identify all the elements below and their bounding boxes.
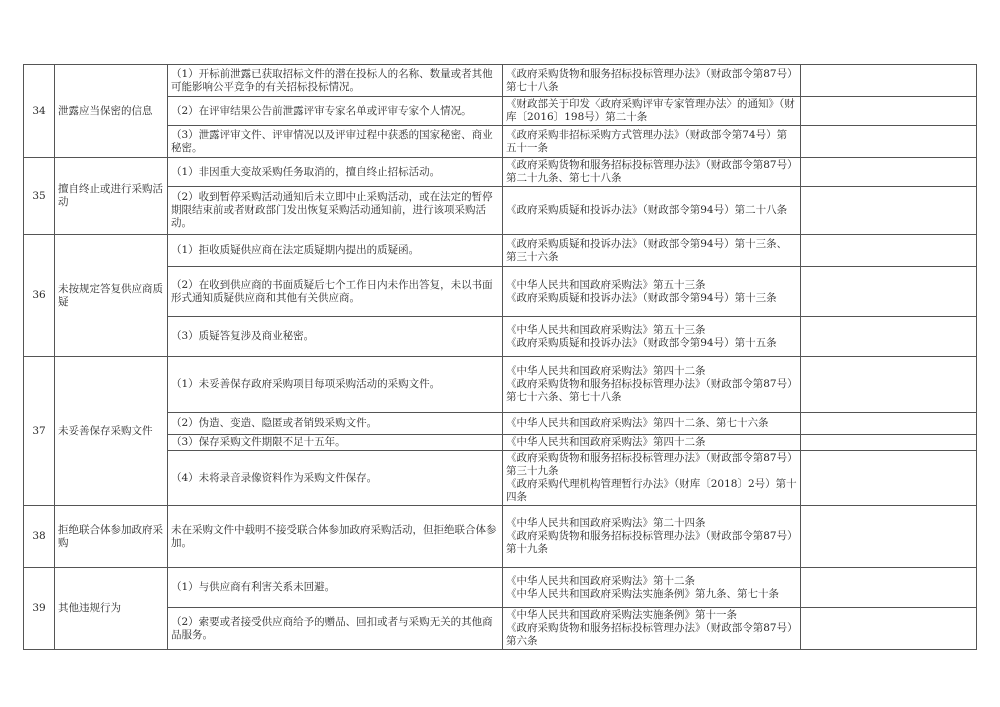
legal-basis-line: 《中华人民共和国政府采购法实施条例》第九条、第七十条 — [506, 587, 779, 600]
legal-basis-line: 《政府采购货物和服务招标投标管理办法》（财政部令第87号）第七十八条 — [506, 67, 793, 93]
remarks-cell — [801, 65, 977, 97]
remarks-cell — [801, 267, 977, 317]
legal-basis — [503, 413, 801, 435]
remarks-cell — [801, 413, 977, 435]
violation-item: 擅自终止或进行采购活动 — [55, 158, 168, 235]
legal-basis — [503, 65, 801, 97]
legal-basis — [503, 357, 801, 413]
row-number: 34 — [24, 65, 55, 158]
legal-basis-line: 《政府采购货物和服务招标投标管理办法》（财政部令第87号）第六条 — [506, 622, 793, 647]
legal-basis-line: 《政府采购质疑和投诉办法》（财政部令第94号）第二十八条 — [506, 204, 788, 216]
table-row — [24, 506, 977, 568]
remarks-cell — [801, 357, 977, 413]
table-body — [24, 65, 977, 650]
row-number: 36 — [24, 235, 55, 357]
table-row — [24, 357, 977, 413]
violation-item: 拒绝联合体参加政府采购 — [55, 506, 168, 568]
legal-basis-line: 《财政部关于印发〈政府采购评审专家管理办法〉的通知》（财库〔2016〕198号）第二十条 — [506, 98, 795, 123]
legal-basis-line: 《中华人民共和国政府采购法》第四十二条、第七十六条 — [506, 417, 769, 429]
row-number: 35 — [24, 158, 55, 235]
violation-condition: （2）在评审结果公告前泄露评审专家名单或评审专家个人情况。 — [168, 97, 503, 126]
legal-basis — [503, 97, 801, 126]
legal-basis-line: 《中华人民共和国政府采购法》第四十二条 — [506, 436, 706, 448]
legal-basis-line: 《中华人民共和国政府采购法》第五十三条 — [506, 323, 706, 336]
remarks-cell — [801, 97, 977, 126]
violation-condition: （2）收到暂停采购活动通知后未立即中止采购活动，或在法定的暂停期限结束前或者财政部门发出恢复采购活动通知前，进行该项采购活动。 — [168, 187, 503, 235]
violation-condition: （3）保存采购文件期限不足十五年。 — [168, 435, 503, 451]
remarks-cell — [801, 126, 977, 158]
remarks-cell — [801, 608, 977, 650]
legal-basis — [503, 158, 801, 187]
table-row — [24, 568, 977, 608]
violation-condition: （4）未将录音录像资料作为采购文件保存。 — [168, 451, 503, 506]
remarks-cell — [801, 158, 977, 187]
legal-basis-line: 《中华人民共和国政府采购法》第五十三条 — [506, 278, 706, 291]
remarks-cell — [801, 568, 977, 608]
legal-basis-line: 《中华人民共和国政府采购法》第十二条 — [506, 574, 695, 587]
violation-item: 未妥善保存采购文件 — [55, 357, 168, 506]
legal-basis — [503, 451, 801, 506]
legal-basis-line: 《政府采购货物和服务招标投标管理办法》（财政部令第87号）第二十九条、第七十八条 — [506, 159, 793, 184]
legal-basis — [503, 506, 801, 568]
violation-item: 泄露应当保密的信息 — [55, 65, 168, 158]
remarks-cell — [801, 187, 977, 235]
row-number: 38 — [24, 506, 55, 568]
violation-item: 其他违规行为 — [55, 568, 168, 650]
violation-condition: （2）在收到供应商的书面质疑后七个工作日内未作出答复，未以书面形式通知质疑供应商和其他有关供应商。 — [168, 267, 503, 317]
legal-basis — [503, 267, 801, 317]
violation-condition: （1）与供应商有利害关系未回避。 — [168, 568, 503, 608]
legal-basis-line: 《政府采购货物和服务招标投标管理办法》（财政部令第87号）第七十六条、第七十八条 — [506, 378, 793, 403]
legal-basis — [503, 568, 801, 608]
row-number: 39 — [24, 568, 55, 650]
violation-condition: 未在采购文件中载明不接受联合体参加政府采购活动，但拒绝联合体参加。 — [168, 506, 503, 568]
legal-basis-line: 《中华人民共和国政府采购法》第二十四条 — [506, 517, 706, 529]
remarks-cell — [801, 435, 977, 451]
legal-basis — [503, 187, 801, 235]
legal-basis-line: 《政府采购货物和服务招标投标管理办法》（财政部令第87号）第十九条 — [506, 530, 793, 555]
remarks-cell — [801, 235, 977, 267]
legal-basis — [503, 435, 801, 451]
remarks-cell — [801, 506, 977, 568]
table-row — [24, 235, 977, 267]
legal-basis-line: 《政府采购货物和服务招标投标管理办法》（财政部令第87号）第三十九条 — [506, 452, 793, 477]
legal-basis-line: 《政府采购质疑和投诉办法》（财政部令第94号）第十五条 — [506, 336, 777, 349]
violation-condition: （2）索要或者接受供应商给予的赠品、回扣或者与采购无关的其他商品服务。 — [168, 608, 503, 650]
legal-basis-line: 《政府采购质疑和投诉办法》（财政部令第94号）第十三条 — [506, 291, 777, 304]
legal-basis — [503, 235, 801, 267]
violation-item: 未按规定答复供应商质疑 — [55, 235, 168, 357]
violation-condition: （2）伪造、变造、隐匿或者销毁采购文件。 — [168, 413, 503, 435]
legal-basis-line: 《中华人民共和国政府采购法》第四十二条 — [506, 365, 706, 377]
table-row — [24, 158, 977, 187]
legal-basis-line: 《政府采购代理机构管理暂行办法》（财库〔2018〕2号）第十四条 — [506, 478, 797, 503]
violation-condition: （1）拒收质疑供应商在法定质疑期内提出的质疑函。 — [168, 235, 503, 267]
table-row — [24, 65, 977, 97]
legal-basis — [503, 608, 801, 650]
legal-basis-line: 《政府采购非招标采购方式管理办法》（财政部令第74号）第五十一条 — [506, 128, 788, 154]
violation-condition: （1）非因重大变故采购任务取消的，擅自终止招标活动。 — [168, 158, 503, 187]
regulation-table — [23, 64, 977, 650]
remarks-cell — [801, 451, 977, 506]
row-number: 37 — [24, 357, 55, 506]
violation-condition: （1）开标前泄露已获取招标文件的潜在投标人的名称、数量或者其他可能影响公平竞争的有关招标投标情况。 — [168, 65, 503, 97]
legal-basis-line: 《政府采购质疑和投诉办法》（财政部令第94号）第十三条、第三十六条 — [506, 237, 788, 263]
violation-condition: （3）质疑答复涉及商业秘密。 — [168, 317, 503, 357]
violation-condition: （1）未妥善保存政府采购项目每项采购活动的采购文件。 — [168, 357, 503, 413]
legal-basis — [503, 126, 801, 158]
violation-condition: （3）泄露评审文件、评审情况以及评审过程中获悉的国家秘密、商业秘密。 — [168, 126, 503, 158]
legal-basis-line: 《中华人民共和国政府采购法实施条例》第十一条 — [506, 609, 737, 621]
remarks-cell — [801, 317, 977, 357]
legal-basis — [503, 317, 801, 357]
